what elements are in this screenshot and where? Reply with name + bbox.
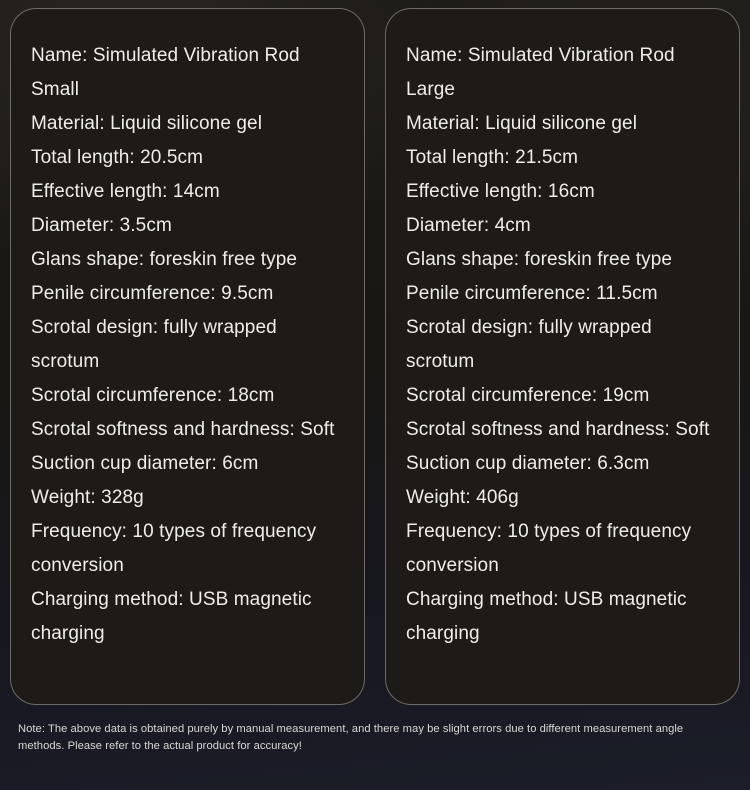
spec-line: Charging method: USB magnetic charging xyxy=(406,589,687,644)
spec-line: Scrotal design: fully wrapped scrotum xyxy=(31,317,277,372)
spec-line: Material: Liquid silicone gel xyxy=(406,113,638,134)
spec-list-small xyxy=(31,39,344,651)
spec-card-large xyxy=(385,8,740,705)
spec-line: Suction cup diameter: 6cm xyxy=(31,453,259,474)
spec-line: Scrotal circumference: 18cm xyxy=(31,385,275,406)
spec-line: Glans shape: foreskin free type xyxy=(31,249,298,270)
spec-line: Charging method: USB magnetic charging xyxy=(31,589,312,644)
spec-line: Penile circumference: 9.5cm xyxy=(31,283,274,304)
spec-line: Scrotal design: fully wrapped scrotum xyxy=(406,317,652,372)
spec-card-small xyxy=(10,8,365,705)
spec-line: Total length: 21.5cm xyxy=(406,147,579,168)
spec-line: Scrotal circumference: 19cm xyxy=(406,385,650,406)
spec-line: Weight: 328g xyxy=(31,487,144,508)
spec-line: Penile circumference: 11.5cm xyxy=(406,283,658,304)
spec-line: Suction cup diameter: 6.3cm xyxy=(406,453,650,474)
spec-line: Diameter: 4cm xyxy=(406,215,531,236)
spec-line: Frequency: 10 types of frequency conversion xyxy=(406,521,692,576)
spec-line: Diameter: 3.5cm xyxy=(31,215,172,236)
measurement-disclaimer-note: Note: The above data is obtained purely by manual measurement, and there may be slight errors due to different measurement angle methods. Please refer to the actual product for accuracy! xyxy=(18,723,684,752)
spec-line: Scrotal softness and hardness: Soft xyxy=(406,419,710,440)
spec-list-large xyxy=(406,39,719,651)
spec-line: Weight: 406g xyxy=(406,487,519,508)
spec-cards-row xyxy=(10,8,740,705)
spec-line: Name: Simulated Vibration Rod Small xyxy=(31,45,300,100)
spec-line: Frequency: 10 types of frequency conversion xyxy=(31,521,317,576)
spec-line: Effective length: 14cm xyxy=(31,181,220,202)
spec-line: Scrotal softness and hardness: Soft xyxy=(31,419,335,440)
spec-line: Name: Simulated Vibration Rod Large xyxy=(406,45,675,100)
spec-line: Material: Liquid silicone gel xyxy=(31,113,263,134)
spec-line: Glans shape: foreskin free type xyxy=(406,249,673,270)
spec-line: Effective length: 16cm xyxy=(406,181,595,202)
spec-line: Total length: 20.5cm xyxy=(31,147,204,168)
